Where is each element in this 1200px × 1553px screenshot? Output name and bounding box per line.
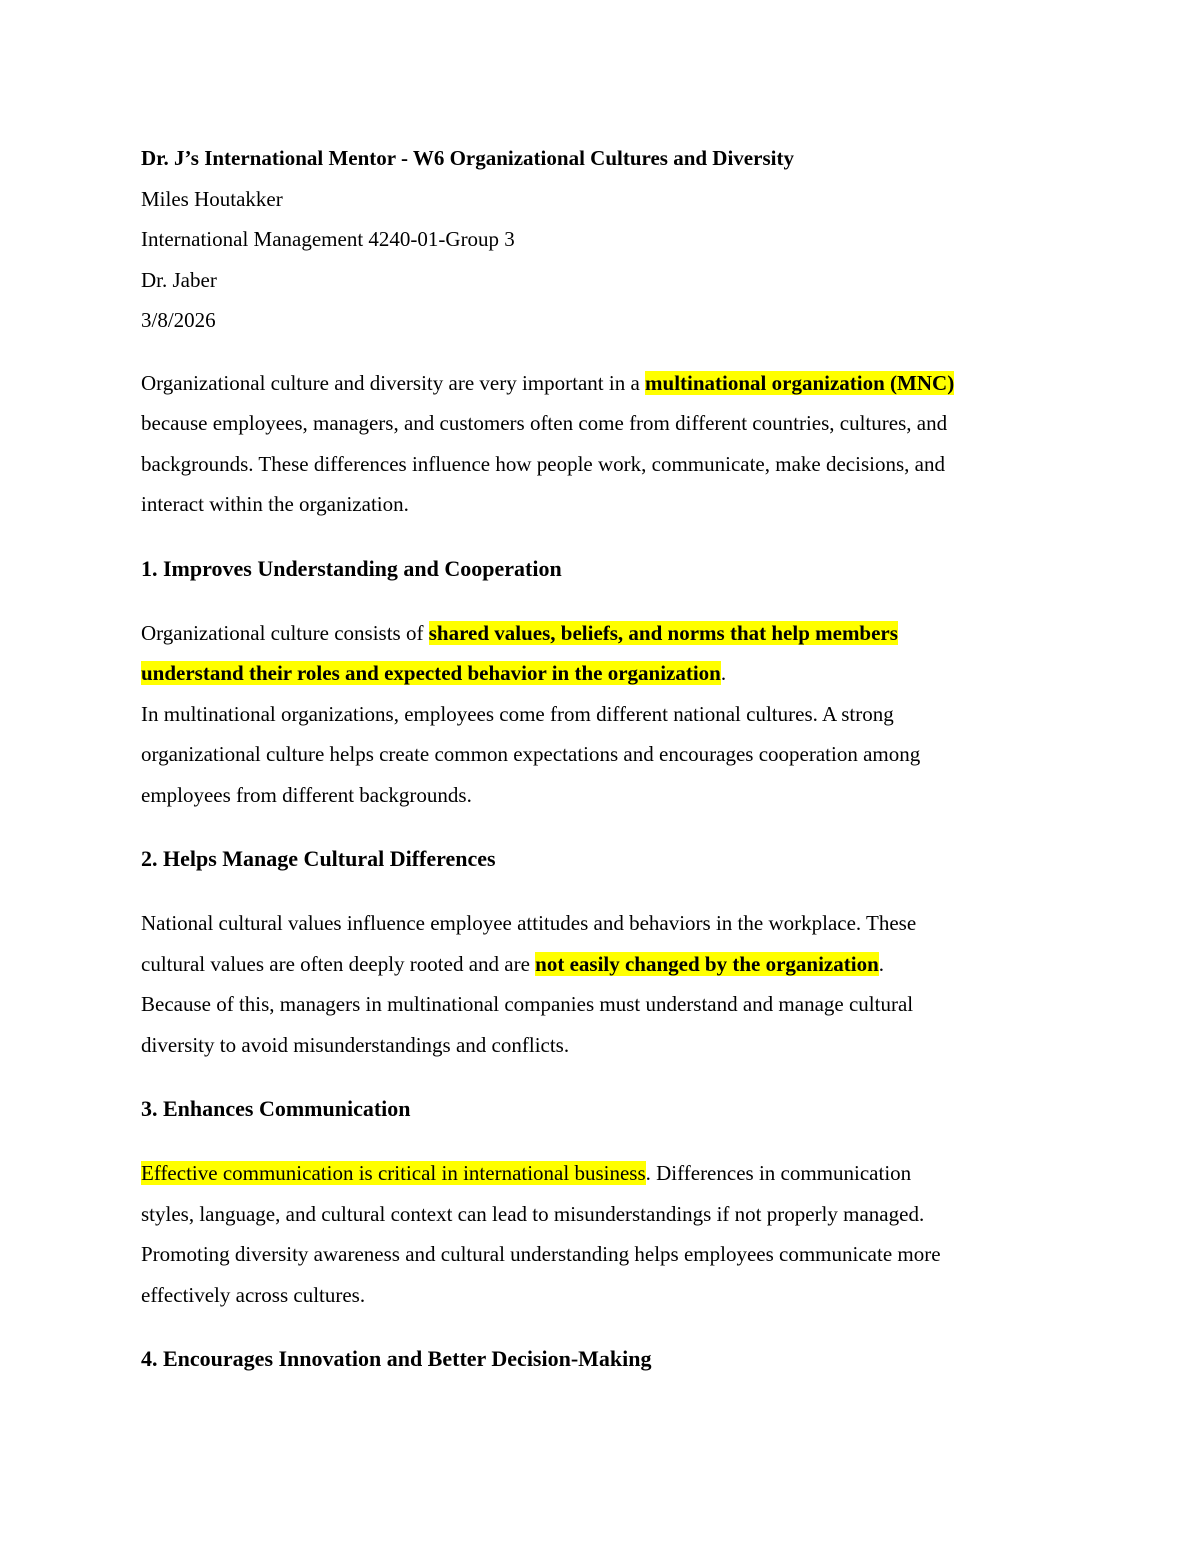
section-2-line-4: diversity to avoid misunderstandings and conflicts.: [141, 1032, 570, 1057]
document-header: [141, 138, 1061, 341]
section-3-line-3: Promoting diversity awareness and cultural understanding helps employees communicate more: [141, 1242, 941, 1266]
section-3-line-2: styles, language, and cultural context can lead to misunderstandings if not properly managed.: [141, 1201, 925, 1226]
intro-paragraph: [141, 363, 1061, 525]
intro-text: Organizational culture and diversity are very important in a: [141, 370, 646, 395]
section-2-line-3: Because of this, managers in multinational companies must understand and manage cultural: [141, 992, 914, 1016]
section-1-line-1: [141, 613, 1061, 654]
intro-line-3: backgrounds. These differences influence how people work, communicate, make decisions, and: [141, 451, 945, 476]
highlighted-text: understand their roles and expected behavior in the organization: [141, 661, 721, 685]
document-date: 3/8/2026: [141, 308, 216, 332]
section-1-line-5: employees from different backgrounds.: [141, 782, 472, 807]
course-name: International Management 4240-01-Group 3: [141, 227, 515, 251]
body-text: Organizational culture consists of: [141, 620, 429, 645]
section-heading-3: 3. Enhances Communication: [141, 1096, 411, 1121]
body-text: .: [720, 661, 727, 685]
body-text: cultural values are often deeply rooted and are: [141, 951, 536, 976]
instructor-name: Dr. Jaber: [141, 267, 217, 292]
body-text: . Differences in communication: [645, 1161, 912, 1185]
section-3-line-1: [141, 1153, 1061, 1194]
intro-line-2: because employees, managers, and customers often come from different countries, cultures, and: [141, 411, 948, 435]
highlighted-text: multinational organization (MNC): [645, 370, 955, 395]
intro-line-4: interact within the organization.: [141, 492, 409, 516]
section-3-paragraph: [141, 1153, 1061, 1315]
section-heading-4: 4. Encourages Innovation and Better Decision-Making: [141, 1346, 652, 1371]
intro-line-1: [141, 363, 1061, 404]
highlighted-text: not easily changed by the organization: [535, 951, 879, 976]
section-1-line-2: [141, 653, 1061, 694]
document-title: Dr. J’s International Mentor - W6 Organizational Cultures and Diversity: [141, 146, 794, 170]
section-1-line-4: organizational culture helps create common expectations and encourages cooperation among: [141, 742, 921, 766]
section-2-paragraph: [141, 903, 1061, 1065]
section-heading-1: 1. Improves Understanding and Cooperation: [141, 555, 562, 581]
highlighted-text: shared values, beliefs, and norms that help members: [428, 620, 898, 645]
section-2-line-1: National cultural values influence employee attitudes and behaviors in the workplace. These: [141, 911, 917, 935]
highlighted-text: Effective communication is critical in international business: [141, 1161, 646, 1185]
body-text: .: [878, 951, 885, 976]
author-name: Miles Houtakker: [141, 186, 283, 211]
section-3-line-4: effectively across cultures.: [141, 1282, 366, 1307]
document-page: [141, 138, 1061, 1403]
section-1-line-3: In multinational organizations, employees come from different national cultures. A strong: [141, 701, 894, 726]
section-2-line-2: [141, 944, 1061, 985]
section-1-paragraph: [141, 613, 1061, 816]
section-heading-2: 2. Helps Manage Cultural Differences: [141, 846, 496, 871]
